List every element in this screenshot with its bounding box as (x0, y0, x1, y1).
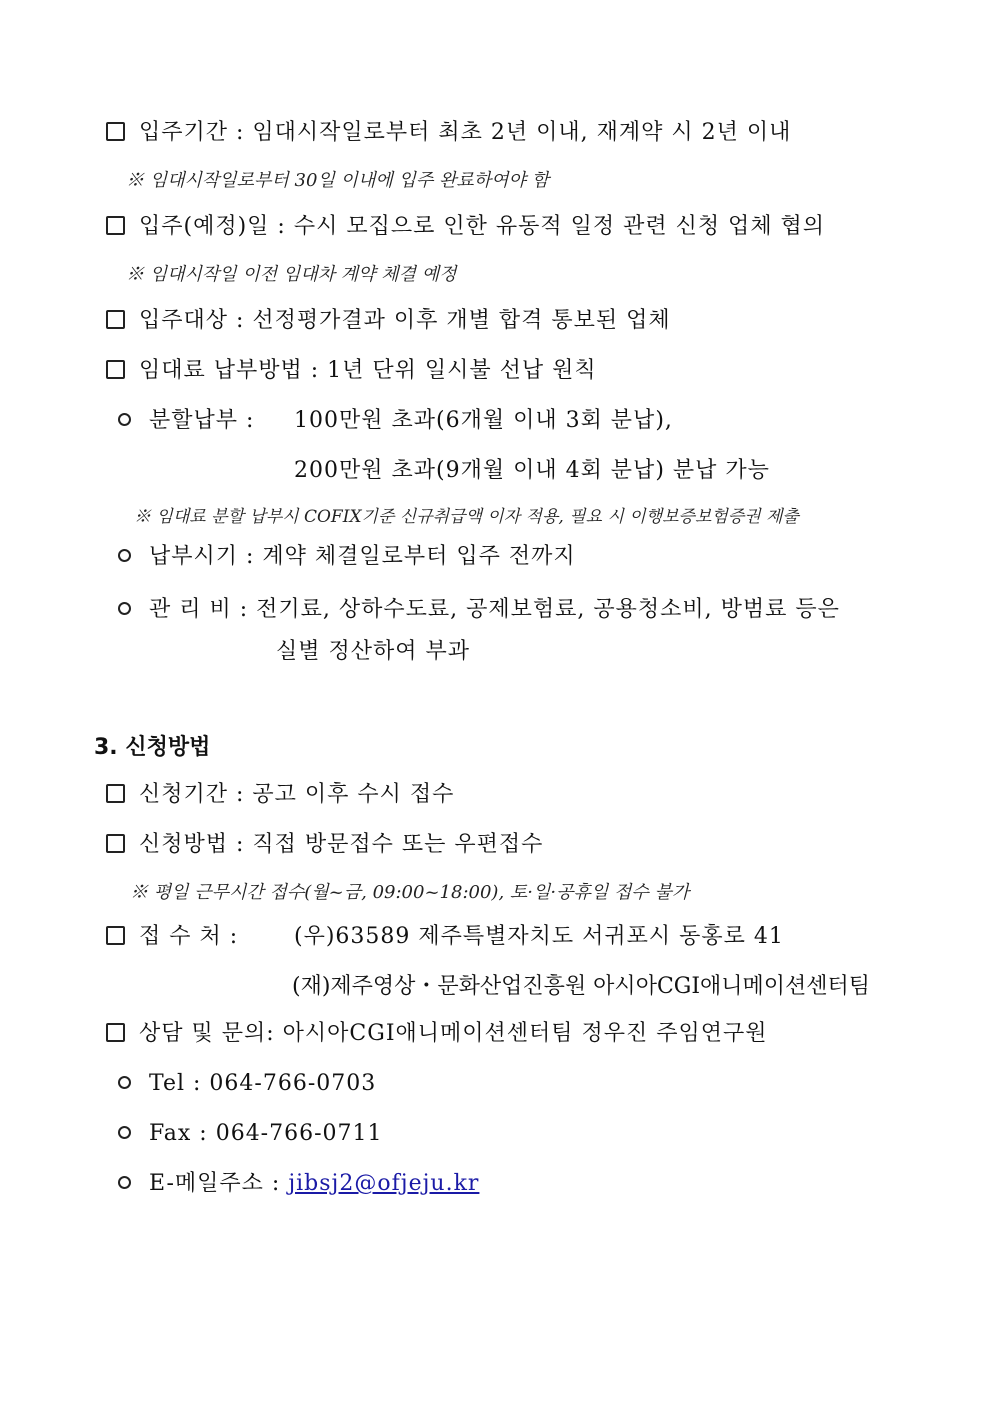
section-heading: 3. 신청방법 (94, 735, 211, 760)
email-link[interactable]: jibsj2@ofjeju.kr (288, 1171, 480, 1196)
note-lease-contract: ※ 임대시작일 이전 임대차 계약 체결 예정 (126, 264, 457, 285)
item-move-in-period (106, 118, 791, 148)
address-line-1: (우)63589 제주특별자치도 서귀포시 동홍로 41 (294, 924, 784, 949)
note-split-payment: ※ 임대료 분할 납부시 COFIX기준 신규취급액 이자 적용, 필요 시 이행보증보험증권 제출 (134, 507, 799, 527)
management-fee-line-2: 실별 정산하여 부과 (276, 639, 471, 664)
item-text: 입주대상 : 선정평가결과 이후 개별 합격 통보된 업체 (139, 308, 671, 333)
item-application-period (106, 780, 454, 810)
item-move-in-date (106, 212, 825, 242)
checkbox-icon (106, 122, 125, 141)
item-text: 상담 및 문의: 아시아CGI애니메이션센터팀 정우진 주임연구원 (139, 1021, 768, 1046)
item-application-method (106, 830, 543, 860)
item-text: Fax : 064-766-0711 (149, 1121, 383, 1146)
checkbox-icon (106, 834, 125, 853)
checkbox-icon (106, 216, 125, 235)
bullet-circle-icon (118, 602, 131, 615)
item-text: 입주(예정)일 : 수시 모집으로 인한 유동적 일정 관련 신청 업체 협의 (139, 214, 826, 239)
item-text: 임대료 납부방법 : 1년 단위 일시불 선납 원칙 (139, 358, 597, 383)
bullet-circle-icon (118, 413, 131, 426)
item-text: 분할납부 : (149, 408, 255, 433)
contact-fax (118, 1119, 383, 1149)
item-text: 신청기간 : 공고 이후 수시 접수 (139, 782, 455, 807)
item-text: 신청방법 : 직접 방문접수 또는 우편접수 (139, 832, 544, 857)
item-text: Tel : 064-766-0703 (149, 1071, 377, 1096)
item-rent-payment (106, 356, 597, 386)
checkbox-icon (106, 310, 125, 329)
bullet-circle-icon (118, 1076, 131, 1089)
item-reception-place (106, 922, 238, 952)
item-eligible-tenants (106, 306, 671, 336)
management-fee (118, 595, 840, 625)
contact-tel (118, 1069, 376, 1099)
checkbox-icon (106, 1023, 125, 1042)
note-office-hours: ※ 평일 근무시간 접수(월~금, 09:00~18:00), 토·일·공휴일 접수 불가 (130, 882, 690, 903)
rent-timing (118, 542, 576, 572)
checkbox-icon (106, 360, 125, 379)
item-text: 입주기간 : 임대시작일로부터 최초 2년 이내, 재계약 시 2년 이내 (139, 120, 792, 145)
item-contact (106, 1019, 768, 1049)
bullet-circle-icon (118, 549, 131, 562)
checkbox-icon (106, 784, 125, 803)
bullet-circle-icon (118, 1126, 131, 1139)
note-move-in-deadline: ※ 임대시작일로부터 30일 이내에 입주 완료하여야 함 (126, 170, 549, 191)
item-text: 납부시기 : 계약 체결일로부터 입주 전까지 (149, 544, 576, 569)
rent-split-line-2: 200만원 초과(9개월 이내 4회 분납) 분납 가능 (294, 458, 770, 483)
contact-email (118, 1169, 479, 1199)
item-text: 관 리 비 : 전기료, 상하수도료, 공제보험료, 공용청소비, 방범료 등은 (149, 597, 840, 622)
checkbox-icon (106, 926, 125, 945)
item-text: E-메일주소 : (149, 1171, 289, 1196)
rent-split-label (118, 406, 254, 436)
address-line-2: (재)제주영상・문화산업진흥원 아시아CGI애니메이션센터팀 (292, 974, 871, 999)
rent-split-line-1: 100만원 초과(6개월 이내 3회 분납), (294, 408, 673, 433)
bullet-circle-icon (118, 1176, 131, 1189)
item-text: 접 수 처 : (139, 924, 239, 949)
